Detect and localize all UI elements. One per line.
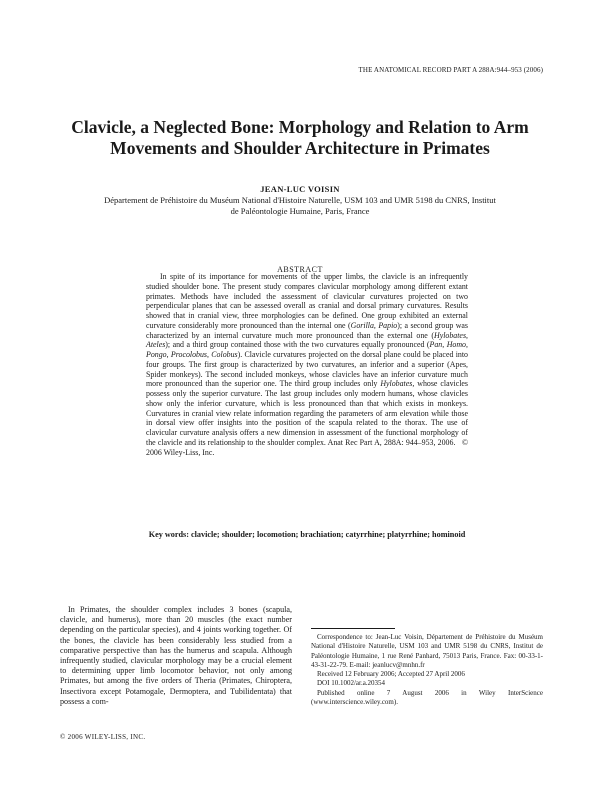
keywords: Key words: clavicle; shoulder; locomotion; brachiation; catyrrhine; platyrrhine; hominoid xyxy=(148,530,466,539)
abstract-part: , xyxy=(466,340,468,350)
abstract-text xyxy=(146,272,468,457)
footnote xyxy=(311,633,543,707)
footnote-rule xyxy=(311,628,395,629)
doi: DOI 10.1002/ar.a.20354 xyxy=(317,679,386,688)
taxon-name: Pan xyxy=(429,340,443,350)
published-online: Published online 7 August 2006 in Wiley InterScience (www.interscience.wiley.com). xyxy=(311,688,543,707)
taxon-name: Homo xyxy=(446,340,467,350)
taxon-name: Ateles xyxy=(146,340,166,350)
received-dates: Received 12 February 2006; Accepted 27 April 2006 xyxy=(317,670,465,679)
abstract-part: , xyxy=(466,330,468,340)
taxon-name: Papio xyxy=(378,320,398,330)
abstract-heading: ABSTRACT xyxy=(277,265,323,274)
taxon-name: Hylobates xyxy=(380,379,413,389)
running-head: THE ANATOMICAL RECORD PART A 288A:944–953 (2006) xyxy=(358,66,543,74)
article-title: Clavicle, a Neglected Bone: Morphology and Relation to Arm Movements and Shoulder Architecture in Primates xyxy=(71,117,529,158)
abstract-part: ). Clavicle curvatures projected on the dorsal plane could be placed into four groups. The first group is characterized by two curvatures, an inferior and a superior (Apes, Spider monkeys). The second included monkeys, whose clavicles have an inferior curvature much more pronounced than the superior one. The third group includes only xyxy=(146,350,468,389)
abstract-part: ); and a third group contained those with the two curvatures equally pronounced ( xyxy=(165,340,430,350)
abstract-part: In spite of its importance for movements of the upper limbs, the clavicle is an infrequently studied shoulder bone. The present study compares clavicular morphology among different extant primates. Methods have included the assessment of clavicular curvatures projected on two perpendicular planes that can be assessed overall as cranial and dorsal primary curvatures. Results showed that in cranial view, three morphologies can be defined. One group exhibited an external curvature considerably more pronounced than the internal one ( xyxy=(146,272,468,330)
abstract-part: , xyxy=(373,320,379,330)
taxon-name: Pongo xyxy=(146,350,167,359)
taxon-name: Procolobus xyxy=(170,350,207,359)
author-name: JEAN-LUC VOISIN xyxy=(260,184,340,194)
abstract-part: ); a second group was characterized by an internal curvature much more pronounced than the external one ( xyxy=(146,320,468,340)
abstract-part: , xyxy=(207,350,212,359)
page-copyright: © 2006 WILEY-LISS, INC. xyxy=(60,733,146,741)
abstract-part: , xyxy=(166,350,171,359)
taxon-name: Colobus xyxy=(211,350,238,359)
taxon-name: Gorilla xyxy=(350,320,374,330)
abstract-copyright: © 2006 Wiley-Liss, Inc. xyxy=(146,437,468,457)
correspondence-note: Correspondence to: Jean-Luc Voisin, Département de Préhistoire du Muséum National d'Histoire Naturelle, USM 103 and UMR 5198 du CNRS, Institut de Paléontologie Humaine, 1 rue René Panhard, 75013 Paris, France. Fax: 00-33-1-43-31-22-79. E-mail: jeanlucv@mnhn.fr xyxy=(311,633,543,669)
body-text-column: In Primates, the shoulder complex includes 3 bones (scapula, clavicle, and humerus), more than 20 muscles (the exact number depending on the particular species), and 4 joints working together. Of the bones, the clavicle has been considerably less studied from a comparative perspective than has the humerus and scapula. Although infrequently studied, clavicular morphology may be a crucial element to determining upper limb locomotor behavior, not only among Primates, but among the five orders of Theria (Primates, Chiroptera, Insectivora except Potamogale, Dermoptera, and Tubilidentata) that possess a com- xyxy=(60,605,292,706)
abstract-part: , whose clavicles possess only the superior curvature. The last group includes only modern humans, whose clavicles show only the inferior curvature, which is less pronounced than that which exists in monkeys. Curvatures in cranial view relate information regarding the parameters of arm elevation while those in dorsal view offer insights into the position of the scapula related to the thorax. The use of clavicular curvature analysis offers a new dimension in assessment of the functional morphology of the clavicle and its relationship to the shoulder complex. Anat Rec Part A, 288A: 944–953, 2006. xyxy=(146,379,469,447)
author-affiliation: Département de Préhistoire du Muséum National d'Histoire Naturelle, USM 103 and UMR 5198 du CNRS, Institut de Paléontologie Humaine, Paris, France xyxy=(104,195,496,216)
taxon-name: Hylobates xyxy=(434,330,467,340)
abstract-part: , xyxy=(442,340,447,350)
